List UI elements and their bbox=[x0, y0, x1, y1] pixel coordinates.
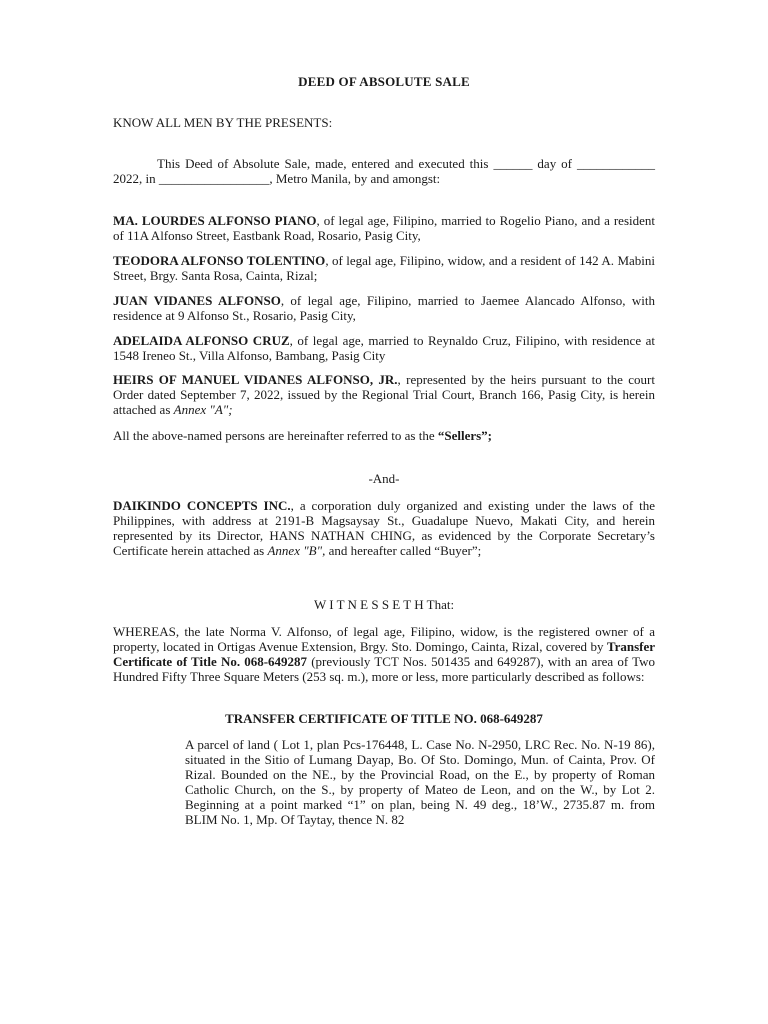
whereas-text: WHEREAS, the late Norma V. Alfonso, of legal age, Filipino, widow, is the registered owner of a property, located in Ortigas Avenue Extension, Brgy. Sto. Domingo, Cainta, Rizal, covered by bbox=[113, 624, 655, 654]
seller-entry bbox=[113, 293, 655, 323]
sellers-term: “Sellers”; bbox=[437, 428, 492, 443]
seller-entry bbox=[113, 333, 655, 363]
annex-a-reference: Annex "A"; bbox=[173, 402, 233, 417]
buyer-entry bbox=[113, 498, 655, 558]
buyer-name: DAIKINDO CONCEPTS INC. bbox=[113, 498, 291, 513]
document-title: DEED OF ABSOLUTE SALE bbox=[298, 74, 470, 89]
buyer-tail: and hereafter called “Buyer”; bbox=[325, 543, 482, 558]
seller-name: ADELAIDA ALFONSO CRUZ bbox=[113, 333, 290, 348]
heirs-entry bbox=[113, 372, 655, 417]
intro-text: This Deed of Absolute Sale, made, entered and executed this ______ day of ____________ 2022, in _________________, Metro Manila, by and amongst: bbox=[113, 156, 655, 186]
seller-details: , of legal age, Filipino, married to Jaemee Alancado Alfonso, with residence at 9 Alfonso St., Rosario, Pasig City, bbox=[113, 293, 655, 323]
tct-reference: Transfer Certificate of Title No. 068-649287 bbox=[113, 639, 655, 669]
seller-details: , of legal age, married to Reynaldo Cruz, Filipino, with residence at 1548 Ireneo St., Villa Alfonso, Bambang, Pasig City bbox=[113, 333, 655, 363]
seller-details: , of legal age, Filipino, widow, and a resident of 142 A. Mabini Street, Brgy. Santa Rosa, Cainta, Rizal; bbox=[113, 253, 655, 283]
salutation bbox=[113, 115, 655, 130]
seller-details: , of legal age, Filipino, married to Rogelio Piano, and a resident of 11A Alfonso Street, Eastbank Road, Rosario, Pasig City, bbox=[113, 213, 655, 243]
seller-name: JUAN VIDANES ALFONSO bbox=[113, 293, 281, 308]
buyer-details: , a corporation duly organized and existing under the laws of the Philippines, with address at 2191-B Magsaysay St., Guadalupe Nuevo, Makati City, and herein represented by its Director, HANS NATHAN CHING, as evidenced by the Corporate Secretary’s Certificate herein attached as bbox=[113, 498, 655, 558]
seller-name: TEODORA ALFONSO TOLENTINO bbox=[113, 253, 326, 268]
heirs-details: , represented by the heirs pursuant to the court Order dated September 7, 2022, issued by the Regional Trial Court, Branch 166, Pasig City, is herein attached as bbox=[113, 372, 655, 417]
intro-paragraph bbox=[113, 156, 655, 186]
seller-entry bbox=[113, 213, 655, 243]
whereas-paragraph bbox=[113, 624, 655, 684]
tct-description bbox=[185, 737, 655, 827]
sellers-summary-text: All the above-named persons are hereinafter referred to as the bbox=[113, 428, 438, 443]
sellers-summary bbox=[113, 428, 655, 443]
seller-entry bbox=[113, 253, 655, 283]
salutation-text: KNOW ALL MEN BY THE PRESENTS: bbox=[113, 115, 333, 130]
heirs-name: HEIRS OF MANUEL VIDANES ALFONSO, JR. bbox=[113, 372, 398, 387]
tct-heading: TRANSFER CERTIFICATE OF TITLE NO. 068-649287 bbox=[225, 711, 543, 726]
seller-name: MA. LOURDES ALFONSO PIANO bbox=[113, 213, 317, 228]
whereas-text-continued: (previously TCT Nos. 501435 and 649287), with an area of Two Hundred Fifty Three Square Meters (253 sq. m.), more or less, more particularly described as follows: bbox=[113, 654, 655, 684]
tct-description-text: A parcel of land ( Lot 1, plan Pcs-176448, L. Case No. N-2950, LRC Rec. No. N-19 86), situated in the Sitio of Lumang Dayap, Bo. Of Sto. Domingo, Mun. of Cainta, Prov. Of Rizal. Bounded on the NE., by the Provincial Road, on the E., by property of Roman Catholic Church, on the S., by property of Mateo de Leon, and on the W., by Lot 2. Beginning at a point marked “1” on plan, being N. 49 deg., 18’W., 2735.87 m. from BLIM No. 1, Mp. Of Taytay, thence N. 82 bbox=[185, 737, 655, 827]
annex-b-reference: Annex "B", bbox=[267, 543, 326, 558]
witnesseth-heading: W I T N E S S E T H That: bbox=[313, 597, 455, 612]
and-separator: -And- bbox=[368, 471, 400, 486]
